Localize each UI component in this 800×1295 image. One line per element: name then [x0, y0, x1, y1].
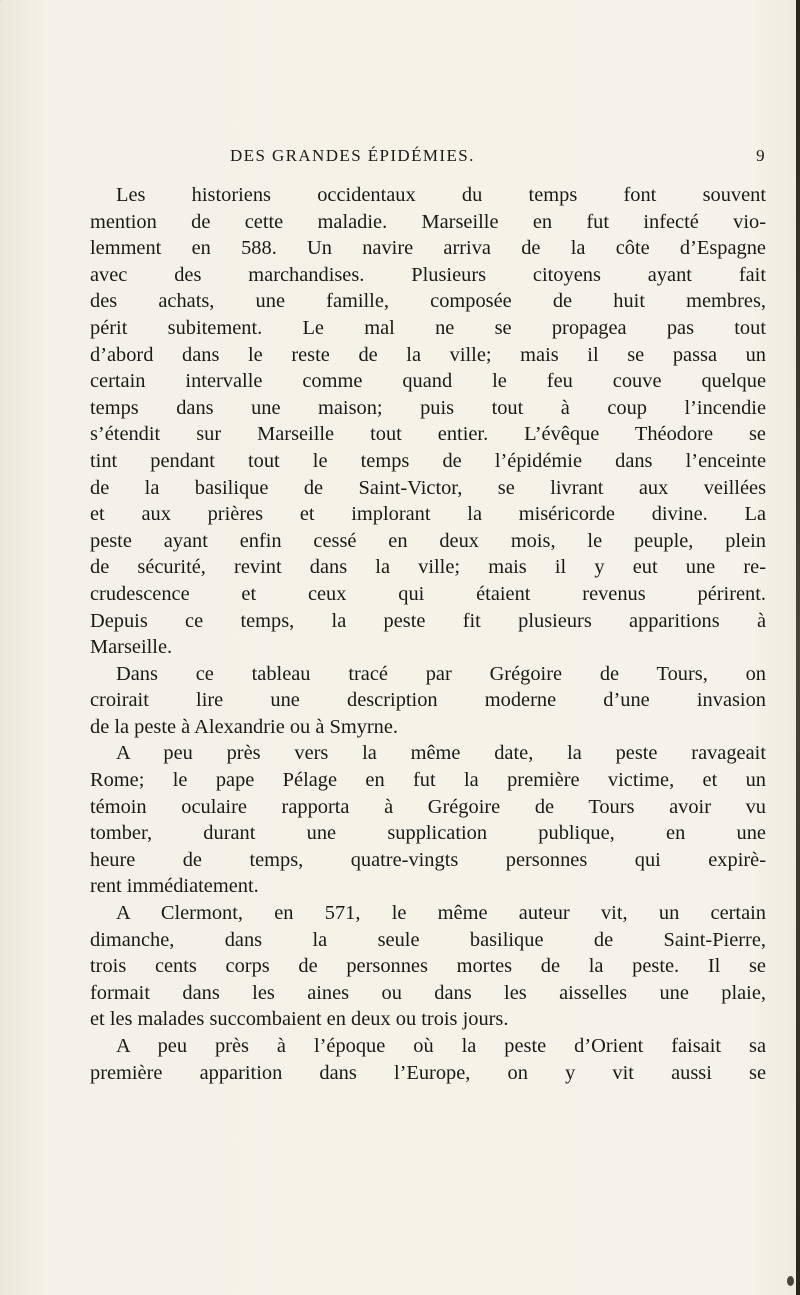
text-line: lemment en 588. Un navire arriva de la côte d’Espagne	[90, 237, 766, 260]
text-line: de la basilique de Saint-Victor, se livrant aux veillées	[90, 476, 766, 499]
running-head-title: DES GRANDES ÉPIDÉMIES.	[230, 146, 475, 165]
text-line: rent immédiatement.	[90, 875, 259, 898]
text-line: dimanche, dans la seule basilique de Saint-Pierre,	[90, 928, 766, 951]
text-line: crudescence et ceux qui étaient revenus périrent.	[90, 582, 766, 605]
text-line: d’abord dans le reste de la ville; mais il se passa un	[90, 343, 766, 366]
text-line: des achats, une famille, composée de huit membres,	[90, 290, 766, 313]
text-line: formait dans les aines ou dans les aisselles une plaie,	[90, 981, 766, 1004]
page-edge	[796, 0, 800, 1295]
text-line: avec des marchandises. Plusieurs citoyens ayant fait	[90, 263, 766, 286]
ink-speck	[787, 1276, 794, 1286]
text-line: Les historiens occidentaux du temps font souvent	[116, 184, 766, 206]
text-line: peste ayant enfin cessé en deux mois, le peuple, plein	[90, 529, 766, 552]
text-line: de sécurité, revint dans la ville; mais il y eut une re-	[90, 556, 766, 579]
text-line: Marseille.	[90, 636, 173, 659]
text-line: tint pendant tout le temps de l’épidémie dans l’enceinte	[90, 449, 766, 472]
text-line: temps dans une maison; puis tout à coup l’incendie	[90, 396, 766, 419]
text-line: Dans ce tableau tracé par Grégoire de Tours, on	[116, 662, 766, 685]
ink-speck	[160, 1020, 163, 1023]
text-line: Depuis ce temps, la peste fit plusieurs apparitions à	[90, 609, 766, 632]
page-number: 9	[756, 146, 766, 165]
text-line: tomber, durant une supplication publique, en une	[90, 822, 766, 845]
text-line: heure de temps, quatre-vingts personnes qui expirè-	[90, 848, 766, 871]
text-line: certain intervalle comme quand le feu couve quelque	[90, 370, 766, 393]
body-text	[90, 182, 766, 1086]
text-line: témoin oculaire rapporta à Grégoire de Tours avoir vu	[90, 795, 766, 818]
text-line: de la peste à Alexandrie ou à Smyrne.	[90, 715, 399, 738]
text-line: s’étendit sur Marseille tout entier. L’évêque Théodore se	[90, 423, 766, 446]
text-line: et les malades succombaient en deux ou trois jours.	[90, 1008, 509, 1031]
running-head	[230, 146, 766, 170]
text-line: Rome; le pape Pélage en fut la première victime, et un	[90, 769, 766, 792]
text-line: croirait lire une description moderne d’une invasion	[90, 689, 766, 712]
text-line: périt subitement. Le mal ne se propagea pas tout	[90, 316, 766, 339]
text-line: A Clermont, en 571, le même auteur vit, un certain	[116, 902, 766, 925]
text-line: première apparition dans l’Europe, on y vit aussi se	[90, 1061, 766, 1084]
text-line: A peu près à l’époque où la peste d’Orient faisait sa	[116, 1035, 766, 1057]
text-line: trois cents corps de personnes mortes de la peste. Il se	[90, 955, 766, 978]
text-line: mention de cette maladie. Marseille en fut infecté vio-	[90, 210, 766, 233]
text-line: et aux prières et implorant la miséricorde divine. La	[90, 503, 766, 526]
text-line: A peu près vers la même date, la peste ravageait	[116, 742, 766, 765]
page-fold-mark	[0, 0, 121, 90]
